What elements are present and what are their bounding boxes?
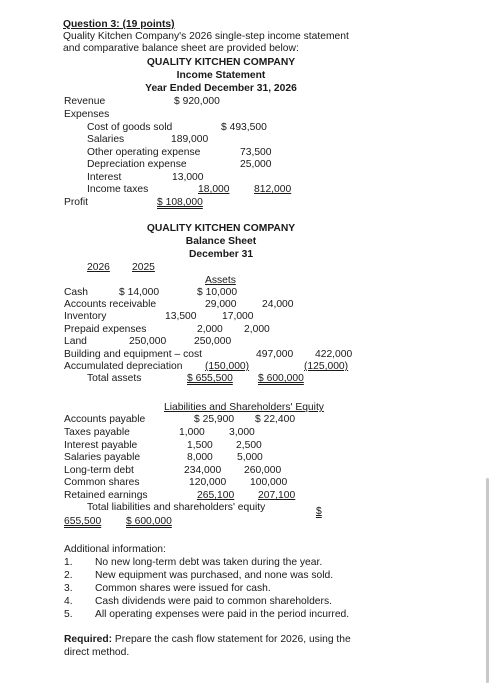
total-assets-label: Total assets	[87, 373, 142, 384]
expense-label: Depreciation expense	[87, 159, 187, 170]
asset-label: Accumulated depreciation	[64, 361, 183, 372]
revenue-value: $ 920,000	[174, 96, 220, 107]
liability-value-2025: 2,500	[236, 440, 262, 451]
liability-label: Accounts payable	[64, 414, 146, 425]
total-assets-2026: $ 655,500	[187, 373, 233, 384]
expense-value: 25,000	[240, 159, 272, 170]
income-company-name: QUALITY KITCHEN COMPANY	[146, 57, 296, 68]
liability-value-2025: $ 22,400	[255, 414, 296, 425]
asset-label: Prepaid expenses	[64, 324, 147, 335]
required-line1	[64, 634, 351, 646]
asset-label: Land	[64, 336, 87, 347]
year-2026-header: 2026	[87, 262, 110, 273]
expense-value: 13,000	[172, 172, 204, 183]
asset-value-2025: 422,000	[315, 349, 353, 360]
liability-label: Salaries payable	[64, 452, 141, 463]
expense-label: Other operating expense	[87, 147, 201, 158]
liability-label: Retained earnings	[64, 490, 148, 501]
asset-value-2026: $ 14,000	[119, 287, 160, 298]
balance-company-name: QUALITY KITCHEN COMPANY	[146, 223, 296, 234]
asset-value-2026: 29,000	[205, 299, 237, 310]
additional-item-number: 5.	[64, 609, 73, 620]
expense-label: Interest	[87, 172, 122, 183]
profit-label: Profit	[64, 197, 89, 208]
expense-value: 189,000	[171, 134, 209, 145]
asset-value-2025: (125,000)	[304, 361, 349, 372]
expense-value: 18,000	[198, 184, 230, 195]
liability-value-2026: 8,000	[187, 452, 213, 463]
required-line2: direct method.	[64, 647, 130, 658]
asset-value-2026: 497,000	[256, 349, 294, 360]
additional-item-number: 3.	[64, 583, 73, 594]
asset-label: Building and equipment – cost	[64, 349, 202, 360]
liability-label: Common shares	[64, 477, 140, 488]
balance-sheet-date: December 31	[188, 249, 254, 260]
additional-item-number: 4.	[64, 596, 73, 607]
income-statement-period: Year Ended December 31, 2026	[145, 83, 297, 94]
expense-value: 73,500	[240, 147, 272, 158]
liability-value-2025: 100,000	[250, 477, 288, 488]
assets-heading: Assets	[205, 275, 236, 286]
revenue-label: Revenue	[64, 96, 106, 107]
additional-item-text: Cash dividends were paid to common shareholders.	[95, 596, 332, 607]
question-title: Question 3: (19 points)	[63, 19, 175, 30]
additional-item-number: 1.	[64, 557, 73, 568]
liability-label: Taxes payable	[64, 427, 130, 438]
liability-label: Long-term debt	[64, 465, 134, 476]
expense-label: Cost of goods sold	[87, 122, 173, 133]
question-intro-line1: Quality Kitchen Company's 2026 single-step income statement	[63, 31, 349, 42]
liability-value-2026: 1,000	[179, 427, 205, 438]
expense-value: $ 493,500	[221, 122, 267, 133]
total-assets-2025: $ 600,000	[258, 373, 304, 384]
asset-value-2026: 250,000	[129, 336, 167, 347]
required-text: Prepare the cash flow statement for 2026, using the	[112, 634, 351, 645]
additional-item-text: No new long-term debt was taken during the year.	[95, 557, 323, 568]
asset-value-2025: 17,000	[222, 311, 254, 322]
asset-value-2026: 2,000	[197, 324, 223, 335]
liability-value-2025: 5,000	[237, 452, 263, 463]
additional-item-text: New equipment was purchased, and none was sold.	[95, 570, 334, 581]
additional-item-text: All operating expenses were paid in the period incurred.	[95, 609, 350, 620]
liability-value-2026: $ 25,900	[194, 414, 235, 425]
total-liabilities-equity-dollar: $	[316, 506, 322, 517]
liability-value-2026: 1,500	[187, 440, 213, 451]
liability-value-2026: 120,000	[189, 477, 227, 488]
total-expenses-value: 812,000	[254, 184, 292, 195]
asset-label: Inventory	[64, 311, 107, 322]
asset-label: Accounts receivable	[64, 299, 157, 310]
additional-item-text: Common shares were issued for cash.	[95, 583, 271, 594]
required-label: Required:	[64, 634, 113, 645]
liability-value-2025: 207,100	[258, 490, 296, 501]
balance-sheet-title: Balance Sheet	[185, 236, 257, 247]
scrollbar[interactable]	[486, 478, 489, 683]
liability-value-2026: 234,000	[184, 465, 222, 476]
asset-value-2025: 24,000	[262, 299, 294, 310]
profit-value: $ 108,000	[157, 197, 203, 208]
income-statement-title: Income Statement	[176, 70, 266, 81]
expense-label: Salaries	[87, 134, 125, 145]
asset-value-2025: 2,000	[244, 324, 270, 335]
asset-value-2025: 250,000	[194, 336, 232, 347]
total-liabilities-equity-2025: $ 600,000	[126, 516, 172, 527]
liability-value-2026: 265,100	[197, 490, 235, 501]
total-liabilities-equity-label: Total liabilities and shareholders' equity	[87, 502, 266, 513]
liability-value-2025: 3,000	[229, 427, 255, 438]
asset-value-2025: $ 10,000	[197, 287, 238, 298]
asset-value-2026: 13,500	[165, 311, 197, 322]
asset-label: Cash	[64, 287, 89, 298]
additional-item-number: 2.	[64, 570, 73, 581]
asset-value-2026: (150,000)	[205, 361, 250, 372]
liability-value-2025: 260,000	[244, 465, 282, 476]
liability-label: Interest payable	[64, 440, 138, 451]
total-liabilities-equity-2026: 655,500	[64, 516, 102, 527]
additional-info-heading: Additional information:	[64, 544, 166, 555]
year-2025-header: 2025	[132, 262, 155, 273]
liabilities-heading: Liabilities and Shareholders' Equity	[164, 402, 324, 413]
expense-label: Income taxes	[87, 184, 149, 195]
question-intro-line2: and comparative balance sheet are provided below:	[63, 43, 299, 54]
expenses-label: Expenses	[64, 109, 110, 120]
